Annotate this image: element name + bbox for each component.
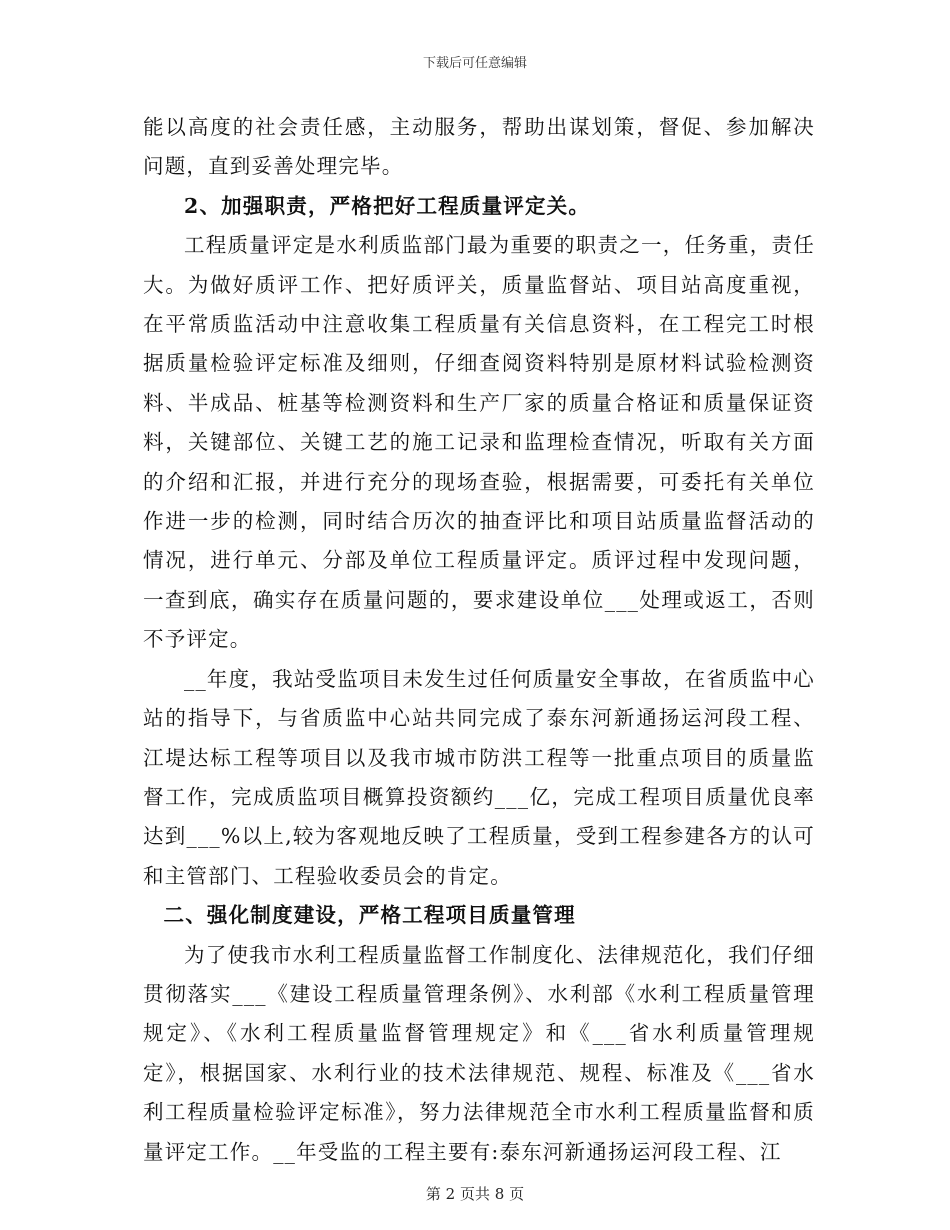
paragraph-regulations: 为了使我市水利工程质量监督工作制度化、法律规范化，我们仔细贯彻落实___《建设工程质量管理条例》、水利部《水利工程质量管理规定》、《水利工程质量监督管理规定》和《___省水利质量管理规定》，根据国家、水利行业的技术法律规范、规程、标准及《___省水利工程质量检验评定标准》，努力法律规范全市水利工程质量监督和质量评定工作。__年受监的工程主要有:泰东河新通扬运河段工程、江 bbox=[143, 942, 815, 1164]
page-footer: 第 2 页共 8 页 bbox=[425, 1185, 525, 1203]
page-header: 下载后可任意编辑 bbox=[422, 56, 527, 71]
section-heading-system-construction: 二、强化制度建设，严格工程项目质量管理 bbox=[163, 903, 576, 928]
paragraph-continuation: 能以高度的社会责任感，主动服务，帮助出谋划策，督促、参加解决问题，直到妥善处理完毕。 bbox=[143, 115, 815, 179]
document-body bbox=[143, 108, 815, 1172]
section-heading-quality-evaluation: 2、加强职责，严格把好工程质量评定关。 bbox=[184, 193, 591, 218]
paragraph-annual-summary: __年度，我站受监项目未发生过任何质量安全事故，在省质监中心站的指导下，与省质监中心站共同完成了泰东河新通扬运河段工程、江堤达标工程等项目以及我市城市防洪工程等一批重点项目的质量监督工作，完成质监项目概算投资额约___亿，完成工程项目质量优良率达到___%以上,较为客观地反映了工程质量，受到工程参建各方的认可和主管部门、工程验收委员会的肯定。 bbox=[143, 666, 815, 888]
paragraph-quality-evaluation: 工程质量评定是水利质监部门最为重要的职责之一，任务重，责任大。为做好质评工作、把好质评关，质量监督站、项目站高度重视，在平常质监活动中注意收集工程质量有关信息资料，在工程完工时根据质量检验评定标准及细则，仔细查阅资料特别是原材料试验检测资料、半成品、桩基等检测资料和生产厂家的质量合格证和质量保证资料，关键部位、关键工艺的施工记录和监理检查情况，听取有关方面的介绍和汇报，并进行充分的现场查验，根据需要，可委托有关单位作进一步的检测，同时结合历次的抽查评比和项目站质量监督活动的情况，进行单元、分部及单位工程质量评定。质评过程中发现问题，一查到底，确实存在质量问题的，要求建设单位___处理或返工，否则不予评定。 bbox=[143, 233, 815, 652]
